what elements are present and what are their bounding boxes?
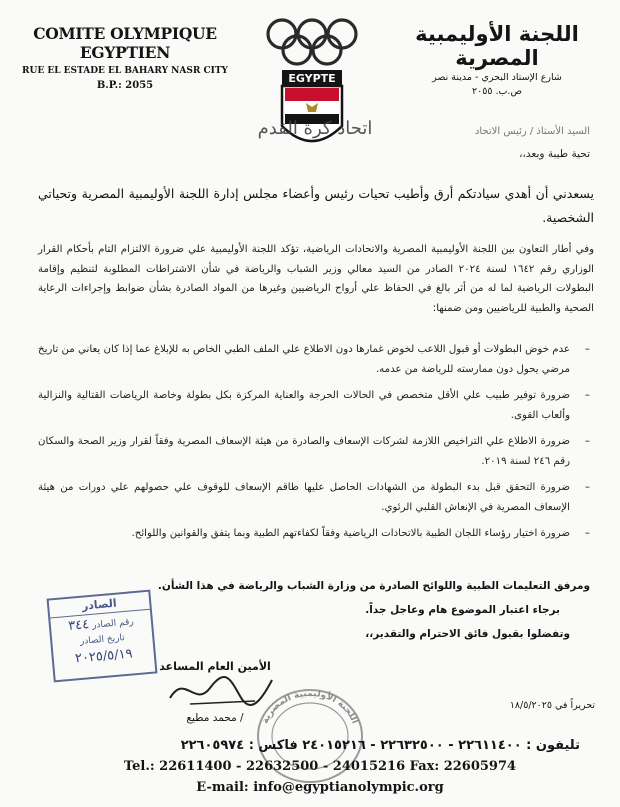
stamp-number-label: رقم الصادر: [91, 617, 135, 631]
closing-urgent: برجاء اعتبار الموضوع هام وعاجل جداً.: [365, 604, 560, 616]
address-ar: شارع الإستاد البحري - مدينة نصر: [432, 72, 562, 83]
list-item: – عدم خوض البطولات أو قبول اللاعب لخوض غمارها دون الاطلاع علي الملف الطبي الخاص به للإبلاغ عما إذا كان يعاني من تاريخ مرضي يحول دون ممارسته للرياضة من عدمه.: [38, 340, 594, 380]
addressee: السيد الأستاذ / رئيس الاتحاد: [474, 126, 590, 137]
stamp-number-value: ٣٤٤: [67, 617, 90, 634]
po-box-en: B.P.: 2055: [96, 80, 154, 91]
signatory-name: / محمد مطيع: [186, 712, 244, 724]
greeting: تحية طيبة وبعد،،: [519, 148, 590, 160]
closing-regards: وتفضلوا بقبول فائق الاحترام والتقدير،،: [365, 628, 570, 640]
stamp-date-value: ٢٠٢٥/٥/١٩: [74, 646, 134, 667]
stamp-title: الصادر: [49, 592, 150, 619]
intro-paragraph: يسعدني أن أهدي سيادتكم أرق وأطيب تحيات رئيس وأعضاء مجلس إدارة اللجنة الأوليمبية المصرية وتحياتي الشخصية.: [38, 186, 594, 225]
footer-phones-ar: تليفون : ٢٢٦١١٤٠٠ - ٢٢٦٣٢٥٠٠ - ٢٤٠١٥٢١٦ فاكس : ٢٢٦٠٥٩٧٤: [180, 738, 580, 753]
signatory-title: الأمين العام المساعد: [159, 660, 271, 673]
emblem-label: EGYPTE: [288, 72, 336, 85]
address-en: RUE EL ESTADE EL BAHARY NASR CITY: [22, 66, 228, 76]
org-name-ar: اللجنة الأوليمبية المصرية: [415, 22, 579, 70]
issue-date: تحريراً في ١٨/٥/٢٠٢٥: [509, 700, 595, 711]
org-name-en: COMITE OLYMPIQUE EGYPTIEN: [33, 24, 217, 62]
header-arabic: [382, 22, 612, 97]
header-english: [10, 24, 240, 91]
main-paragraph: وفي أطار التعاون بين اللجنة الأوليمبية المصرية والاتحادات الرياضية، تؤكد اللجنة الأوليمبية علي ضرورة الالتزام التام بأحكام القرار الوزاري رقم ١٦٤٢ لسنة ٢٠٢٤ الصادر من السيد معالي وزير الشباب والرياضة في شأن الاشتراطات المطلوبة لتنظيم وإقامة البطولات الرياضية لما له من أثر بالغ في الحفاظ علي أرواح الرياضيين وغيرها من المواد الصادرة بشأن ضوابط وإجراءات الرعاية الصحية والطبية للرياضيين ومن ضمنها:: [38, 244, 594, 314]
svg-text:اللجنة الأوليمبية المصرية: [260, 689, 359, 725]
list-item: – ضرورة توفير طبيب علي الأقل متخصص في الحالات الحرجة والعناية المركزة بكل بطولة وخاصة الرياضات القتالية والنزالية وألعاب القوى.: [38, 386, 594, 426]
po-box-ar: ص.ب. ٢٠٥٥: [472, 86, 522, 97]
footer-phones-en: Tel.: 22611400 - 22632500 - 24015216 Fax: 22605974: [123, 759, 517, 774]
list-item: – ضرورة الاطلاع علي التراخيص اللازمة لشركات الإسعاف والصادرة من هيئة الإسعاف المصرية وفقاً لقرار وزير الصحة والسكان رقم ٢٤٦ لسنة ٢٠١٩.: [38, 432, 594, 472]
requirements-list: [38, 340, 594, 550]
list-item: – ضرورة اختيار رؤساء اللجان الطبية بالاتحادات الرياضية وفقاً لكفاءتهم الطبية وبما يتفق والقوانين واللوائح.: [38, 524, 594, 544]
closing-attachments: ومرفق التعليمات الطبية واللوائح الصادرة من وزارة الشباب والرياضة في هذا الشأن.: [157, 580, 590, 592]
footer-email: E-mail: info@egyptianolympic.org: [196, 780, 444, 795]
list-item: – ضرورة التحقق قبل بدء البطولة من الشهادات الحاصل عليها طاقم الإسعاف للوقوف علي حصولهم علي دورات من هيئة الإسعاف المصرية في الإنعاش القلبي الرئوي.: [38, 478, 594, 518]
stamp-date-label: تاريخ الصادر: [79, 633, 126, 647]
handwritten-addressee: اتحاد كرة القدم: [257, 118, 373, 139]
seal-text: اللجنة الأوليمبية المصرية: [260, 688, 360, 726]
